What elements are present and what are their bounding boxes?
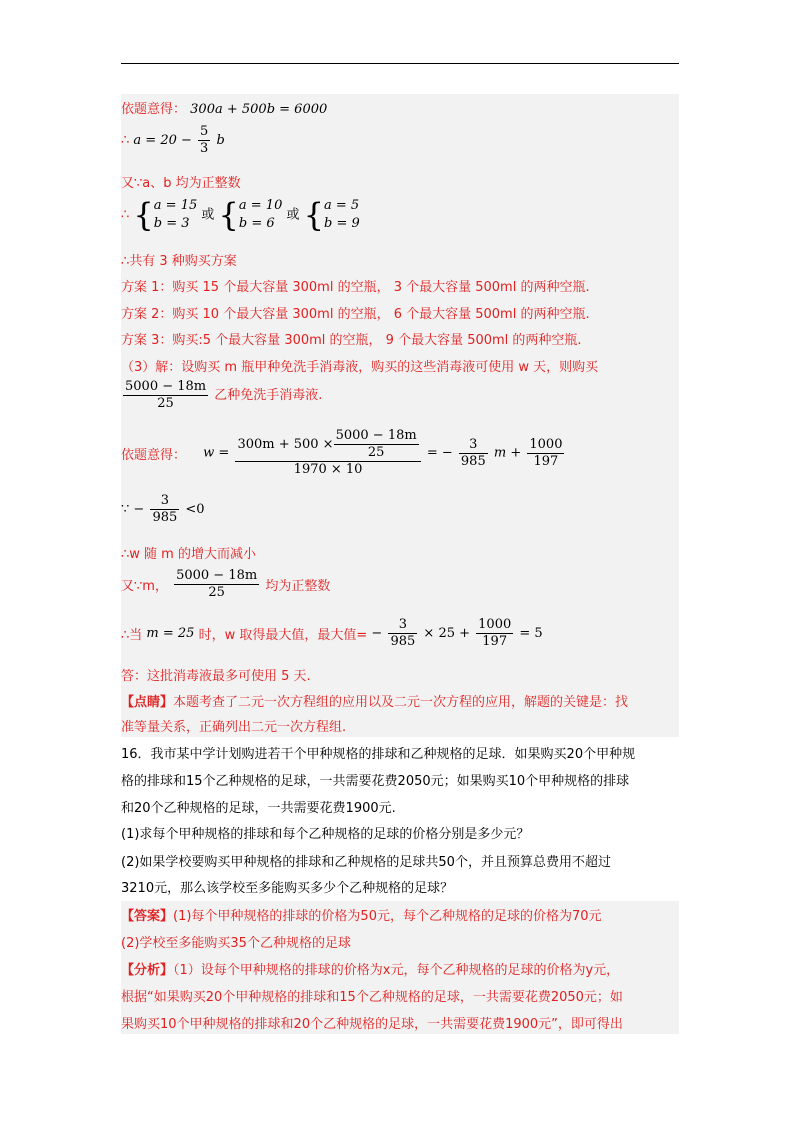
sys2-row1: a = 10 [238,198,283,213]
w-const-num: 1000 [529,436,563,452]
comment-line-2: 准等量关系，正确列出二元一次方程组. [121,720,347,735]
max-line [121,617,543,650]
when-mid: 时，w 取得最大值，最大值= [198,628,368,643]
condition-line: 又∵a、b 均为正整数 [121,176,241,191]
final-answer: 答：这批消毒液最多可使用 5 天. [121,669,311,684]
sys1-row2: b = 3 [153,216,190,231]
comment-tag: 【点睛】 [121,695,174,710]
answer-tag: 【答案】 [121,909,174,924]
given-label: 依题意得： [121,102,187,117]
max-result: = 5 [519,626,543,641]
purchase-frac-num: 5000 − 18m [125,379,207,394]
decrease-line: ∴w 随 m 的增大而减小 [121,547,256,562]
a-expr-prefix: a = 20 − [133,133,192,148]
w-given-label: 依题意得： [121,447,187,463]
therefore-symbol: ∴ [121,133,130,148]
systems-line [121,197,360,233]
q16-sub-2-line-2: 3210元，那么该学校至多能购买多少个乙种规格的足球？ [121,881,454,896]
w-const-den: 197 [533,453,559,469]
sys3-row2: b = 9 [324,216,360,231]
sys2-row2: b = 6 [238,216,275,231]
equation: 300a + 500b = 6000 [190,102,328,117]
w-inner-fraction [334,428,419,461]
or-2: 或 [286,207,300,223]
plan-3: 方案 3：购买:5 个最大容量 300ml 的空瓶， 9 个最大容量 500ml 的两种空瓶. [121,333,582,348]
a-frac-num: 5 [200,124,209,139]
sys1-row1: a = 15 [153,198,198,213]
w-eq: = − [426,445,453,461]
w-main-num [235,428,420,462]
w-equation-line [121,428,566,478]
w-coef-num: 3 [459,437,488,454]
because-suffix: <0 [185,502,205,517]
because-line [121,493,205,526]
when-prefix: ∴当 [121,628,143,643]
max-den1: 985 [390,634,416,649]
analysis-line-2: 根据“如果购买20个甲种规格的排球和15个乙种规格的足球，一共需要花费2050元；如 [121,990,623,1005]
part3-intro: （3）解：设购买 m 瓶甲种免洗手消毒液，购买的这些消毒液可使用 w 天，则购买 [121,360,599,375]
part3-fraction-line [121,379,322,412]
therefore-symbol-2: ∴ [121,207,130,223]
header-rule [121,63,679,64]
q16-line-2: 格的排球和15个乙种规格的足球，一共需要花费2050元；如果购买10个甲种规格的排球 [121,774,630,789]
max-fraction-2 [476,617,513,650]
q16-sub-1: (1)求每个甲种规格的排球和每个乙种规格的足球的价格分别是多少元？ [121,827,530,842]
answer-line-2: (2)学校至多能购买35个乙种规格的足球 [121,936,351,951]
w-coef-den: 985 [460,453,486,469]
system-2: { a = 10 b = 6 [218,196,283,234]
again-suffix: 均为正整数 [265,579,331,594]
comment-text-1: 本题考查了二元一次方程组的应用以及二元一次方程的应用，解题的关键是：找 [173,695,629,710]
a-frac-den: 3 [200,141,209,156]
purchase-frac-suffix: 乙种免洗手消毒液. [214,388,323,403]
max-mid: × 25 + [423,626,471,641]
answer-line-1 [121,905,602,924]
w-const-fraction [527,437,564,470]
max-den2: 197 [482,634,508,649]
plan-1: 方案 1：购买 15 个最大容量 300ml 的空瓶， 3 个最大容量 500ml 的两种空瓶. [121,280,590,295]
sys3-row1: a = 5 [324,198,360,213]
again-num: 5000 − 18m [176,568,258,583]
analysis-text-1: （1）设每个甲种规格的排球的价格为x元，每个乙种规格的足球的价格为y元， [173,963,620,978]
total-plans: ∴共有 3 种购买方案 [121,254,237,269]
again-fraction [174,568,259,601]
a-fraction [198,124,210,157]
purchase-frac-den: 25 [157,396,174,411]
w-inner-den: 25 [367,445,385,460]
because-num: 3 [150,493,179,510]
analysis-tag: 【分析】 [121,963,174,978]
comment-line-1 [121,691,628,710]
when-value: m = 25 [146,626,195,641]
plan-2: 方案 2：购买 10 个最大容量 300ml 的空瓶， 6 个最大容量 500ml 的两种空瓶. [121,307,590,322]
w-inner-num: 5000 − 18m [335,428,417,443]
w-num-prefix: 300m + 500 × [237,437,334,452]
again-line [121,568,330,601]
q16-line-1: 16．我市某中学计划购进若干个甲种规格的排球和乙种规格的足球．如果购买20个甲种规 [121,747,636,762]
w-main-den: 1970 × 10 [293,462,363,477]
w-lhs: w = [203,445,230,461]
system-3: { a = 5 b = 9 [303,196,360,234]
q16-sub-2-line-1: (2)如果学校要购买甲种规格的排球和乙种规格的足球共50个，并且预算总费用不超过 [121,855,611,870]
system-1: { a = 15 b = 3 [133,196,198,234]
max-neg: − [371,626,383,641]
again-den: 25 [208,585,225,600]
analysis-line-3: 果购买10个甲种规格的排球和20个乙种规格的足球，一共需要花费1900元”，即可得出 [121,1017,623,1032]
w-coef-fraction [459,437,488,470]
a-expression [121,124,225,157]
max-num1: 3 [388,617,417,634]
purchase-fraction [123,379,208,412]
max-num2: 1000 [478,617,512,632]
or-1: 或 [201,207,215,223]
analysis-line-1 [121,959,619,978]
a-expr-suffix: b [216,133,225,148]
because-fraction [150,493,179,526]
w-mid: m + [493,445,522,461]
because-prefix: ∵ − [121,502,145,517]
answer-text-1: (1)每个甲种规格的排球的价格为50元，每个乙种规格的足球的价格为70元 [173,909,602,924]
because-den: 985 [152,510,178,525]
w-main-fraction [235,428,420,478]
max-fraction-1 [388,617,417,650]
given-line-1 [121,98,327,117]
again-prefix: 又∵m， [121,579,168,594]
q16-line-3: 和20个乙种规格的足球，一共需要花费1900元. [121,801,396,816]
